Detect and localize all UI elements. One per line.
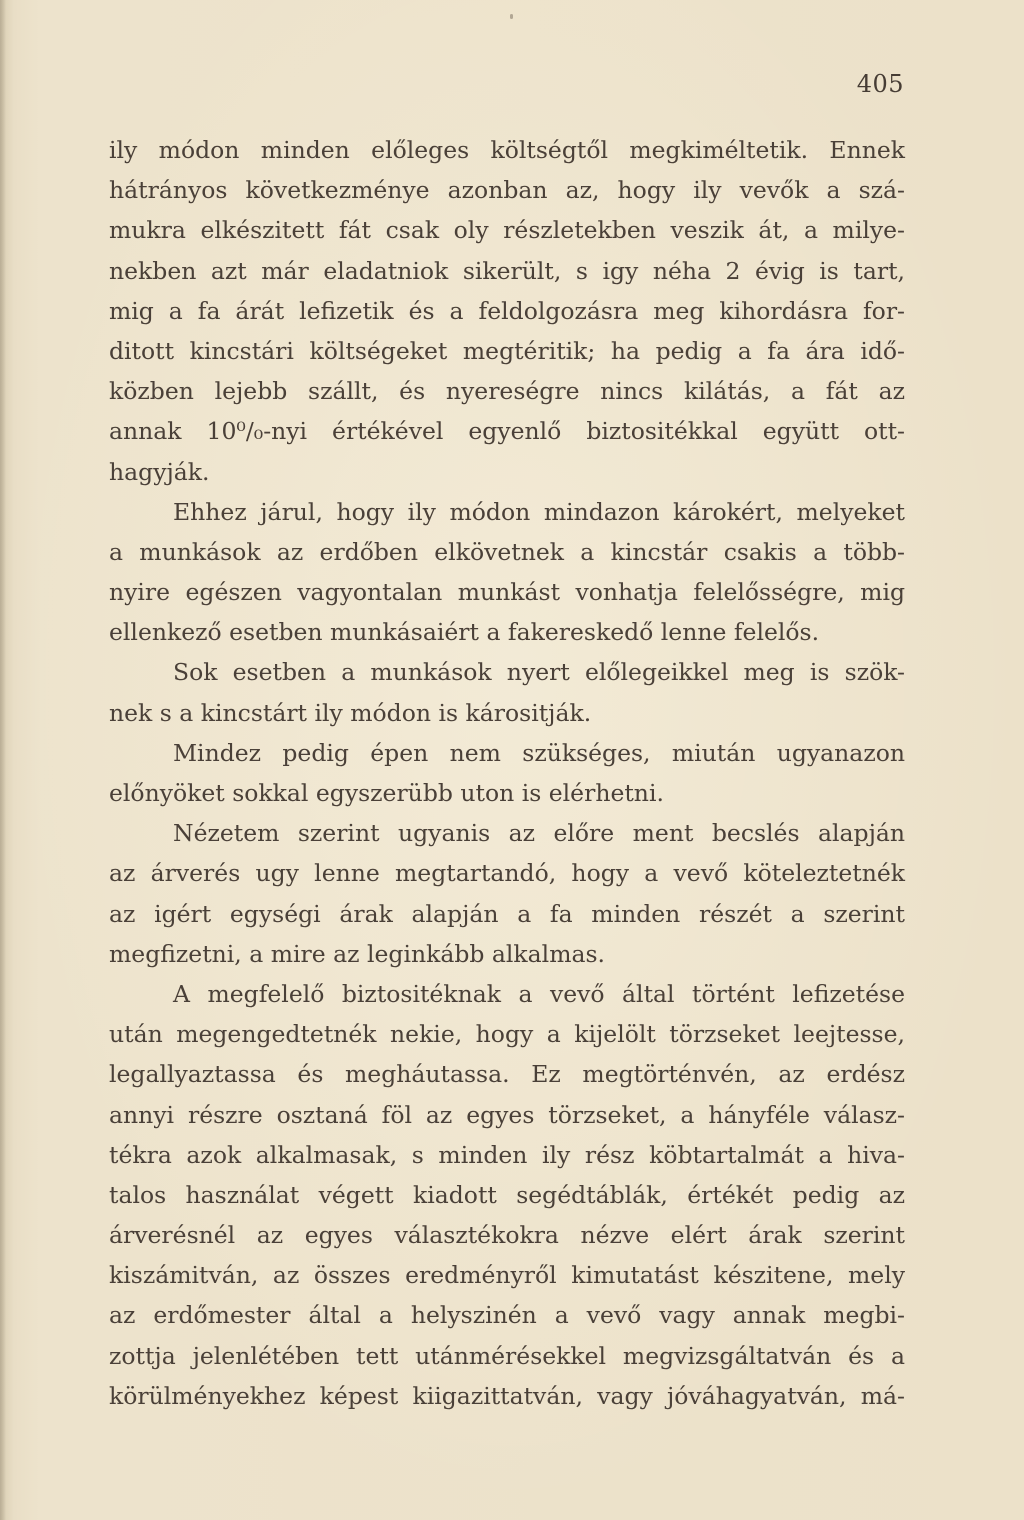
text-line: az erdőmester által a helyszinén a vevő vagy annak megbi- — [109, 1301, 905, 1330]
text-line: ditott kincstári költségeket megtéritik; ha pedig a fa ára idő- — [109, 336, 905, 365]
page-number: 405 — [856, 70, 904, 98]
text-line: ily módon minden előleges költségtől megkiméltetik. Ennek — [109, 136, 905, 164]
text-line: Nézetem szerint ugyanis az előre ment becslés alapján — [173, 819, 905, 848]
text-line: Sok esetben a munkások nyert előlegeikkel meg is szök- — [173, 658, 905, 687]
text-line: körülményekhez képest kiigazittatván, vagy jóváhagyatván, má- — [109, 1381, 905, 1410]
text-line: árverésnél az egyes választékokra nézve elért árak szerint — [109, 1221, 905, 1250]
text-line: előnyöket sokkal egyszerübb uton is elérhetni. — [109, 779, 664, 807]
text-line: az árverés ugy lenne megtartandó, hogy a vevő köteleztetnék — [109, 859, 905, 888]
paragraph — [109, 813, 905, 974]
text-line: mig a fa árát lefizetik és a feldolgozásra meg kihordásra for- — [109, 296, 905, 325]
text-line: után megengedtetnék nekie, hogy a kijelölt törzseket leejtesse, — [109, 1020, 905, 1049]
ink-speck — [510, 14, 513, 19]
text-line: kiszámitván, az összes eredményről kimutatást készitene, mely — [109, 1261, 905, 1290]
text-line: ellenkező esetben munkásaiért a fakereskedő lenne felelős. — [109, 618, 820, 647]
text-line: az igért egységi árak alapján a fa minden részét a szerint — [109, 899, 905, 928]
text-line: Ehhez járul, hogy ily módon mindazon károkért, melyeket — [173, 497, 905, 526]
paragraph — [109, 652, 905, 732]
text-line: nyire egészen vagyontalan munkást vonhatja felelősségre, mig — [109, 578, 905, 607]
text-line: annak 10⁰/₀-nyi értékével egyenlő biztositékkal együtt ott- — [109, 417, 905, 446]
text-line: nekben azt már eladatniok sikerült, s igy néha 2 évig is tart, — [109, 256, 905, 285]
text-line: A megfelelő biztositéknak a vevő által történt lefizetése — [173, 979, 905, 1008]
paragraph — [109, 974, 905, 1416]
text-line: legallyaztassa és megháutassa. Ez megtörténvén, az erdész — [109, 1060, 905, 1089]
text-line: nek s a kincstárt ily módon is kárositják. — [109, 698, 592, 727]
page-edge-shadow — [0, 0, 6, 1520]
text-line: talos használat végett kiadott segédtáblák, értékét pedig az — [109, 1180, 905, 1209]
text-line: mukra elkészitett fát csak oly részletekben veszik át, a milye- — [109, 216, 905, 245]
text-line: zottja jelenlétében tett utánmérésekkel megvizsgáltatván és a — [109, 1341, 905, 1370]
text-line: hátrányos következménye azonban az, hogy ily vevők a szá- — [109, 176, 905, 205]
paragraph — [109, 130, 905, 492]
text-line: Mindez pedig épen nem szükséges, miután ugyanazon — [173, 738, 905, 767]
text-line: megfizetni, a mire az leginkább alkalmas. — [109, 939, 606, 968]
paragraph — [109, 733, 905, 813]
paragraph — [109, 492, 905, 653]
text-line: annyi részre osztaná föl az egyes törzseket, a hányféle válasz- — [109, 1100, 905, 1129]
body-text — [109, 130, 905, 1416]
text-line: tékra azok alkalmasak, s minden ily rész köbtartalmát a hiva- — [109, 1140, 905, 1169]
text-line: hagyják. — [109, 457, 210, 486]
text-line: közben lejebb szállt, és nyereségre nincs kilátás, a fát az — [109, 377, 905, 406]
text-line: a munkások az erdőben elkövetnek a kincstár csakis a több- — [109, 537, 905, 566]
